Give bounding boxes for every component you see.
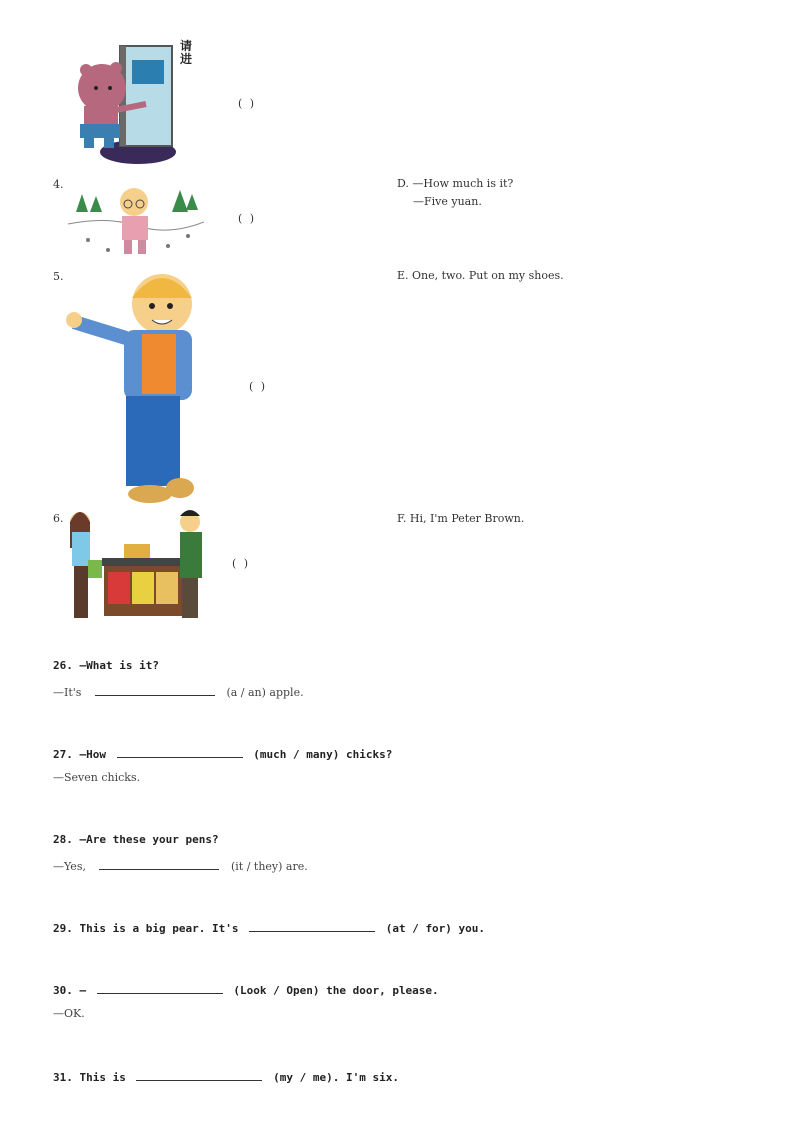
option-f-line1: F. Hi, I'm Peter Brown.: [397, 512, 525, 525]
question-26-blank[interactable]: [95, 684, 215, 696]
question-29-blank[interactable]: [249, 920, 375, 932]
question-31-number: 31.: [53, 1071, 73, 1084]
question-27-prompt: —How: [79, 748, 106, 761]
question-30-answer: —OK.: [53, 1007, 85, 1020]
question-27-blank[interactable]: [117, 746, 243, 758]
option-d-line1: D. —How much is it?: [397, 177, 514, 190]
question-30-prompt: —: [79, 984, 87, 997]
question-31-prompt: This is: [79, 1071, 126, 1084]
question-28-hint: (it / they) are.: [230, 860, 308, 873]
option-e-line1: E. One, two. Put on my shoes.: [397, 269, 564, 282]
question-26-answer-line: [53, 684, 304, 699]
answer-paren-4[interactable]: ( ): [238, 212, 257, 225]
question-27-answer: —Seven chicks.: [53, 771, 141, 784]
question-28-prompt: —Are these your pens?: [79, 833, 219, 846]
question-27-hint: (much / many) chicks?: [253, 748, 393, 761]
question-30-blank[interactable]: [97, 982, 223, 994]
question-26-prompt: —What is it?: [79, 659, 159, 672]
question-26: [53, 659, 159, 672]
question-28-blank[interactable]: [99, 858, 219, 870]
fruit-shop-illustration: [66, 508, 214, 624]
question-29-prompt: This is a big pear. It's: [79, 922, 239, 935]
question-29-number: 29.: [53, 922, 73, 935]
question-27: [53, 746, 392, 761]
option-d-line2: —Five yuan.: [413, 195, 482, 208]
question-26-hint: (a / an) apple.: [226, 686, 304, 699]
question-28-answer-line: [53, 858, 308, 873]
snow-boy-illustration: [68, 180, 204, 266]
question-30-hint: (Look / Open) the door, please.: [233, 984, 439, 997]
question-31-blank[interactable]: [136, 1069, 262, 1081]
question-26-answer-pre: —It's: [53, 686, 82, 699]
question-30-number: 30.: [53, 984, 73, 997]
item-number-5: 5.: [53, 270, 64, 283]
question-29-hint: (at / for) you.: [385, 922, 486, 935]
item-number-6: 6.: [53, 512, 64, 525]
answer-paren-6[interactable]: ( ): [232, 557, 251, 570]
question-27-number: 27.: [53, 748, 73, 761]
answer-paren-5[interactable]: ( ): [249, 380, 268, 393]
door-sign-text: 请进: [180, 39, 193, 66]
question-28: [53, 833, 219, 846]
answer-paren-3[interactable]: ( ): [238, 97, 257, 110]
item-number-4: 4.: [53, 178, 64, 191]
boy-greeting-illustration: [66, 268, 198, 508]
question-29: [53, 920, 485, 935]
question-31-hint: (my / me). I'm six.: [273, 1071, 399, 1084]
question-30: [53, 982, 439, 997]
question-28-answer-pre: —Yes,: [53, 860, 86, 873]
question-28-number: 28.: [53, 833, 73, 846]
question-31: [53, 1069, 399, 1084]
question-26-number: 26.: [53, 659, 73, 672]
